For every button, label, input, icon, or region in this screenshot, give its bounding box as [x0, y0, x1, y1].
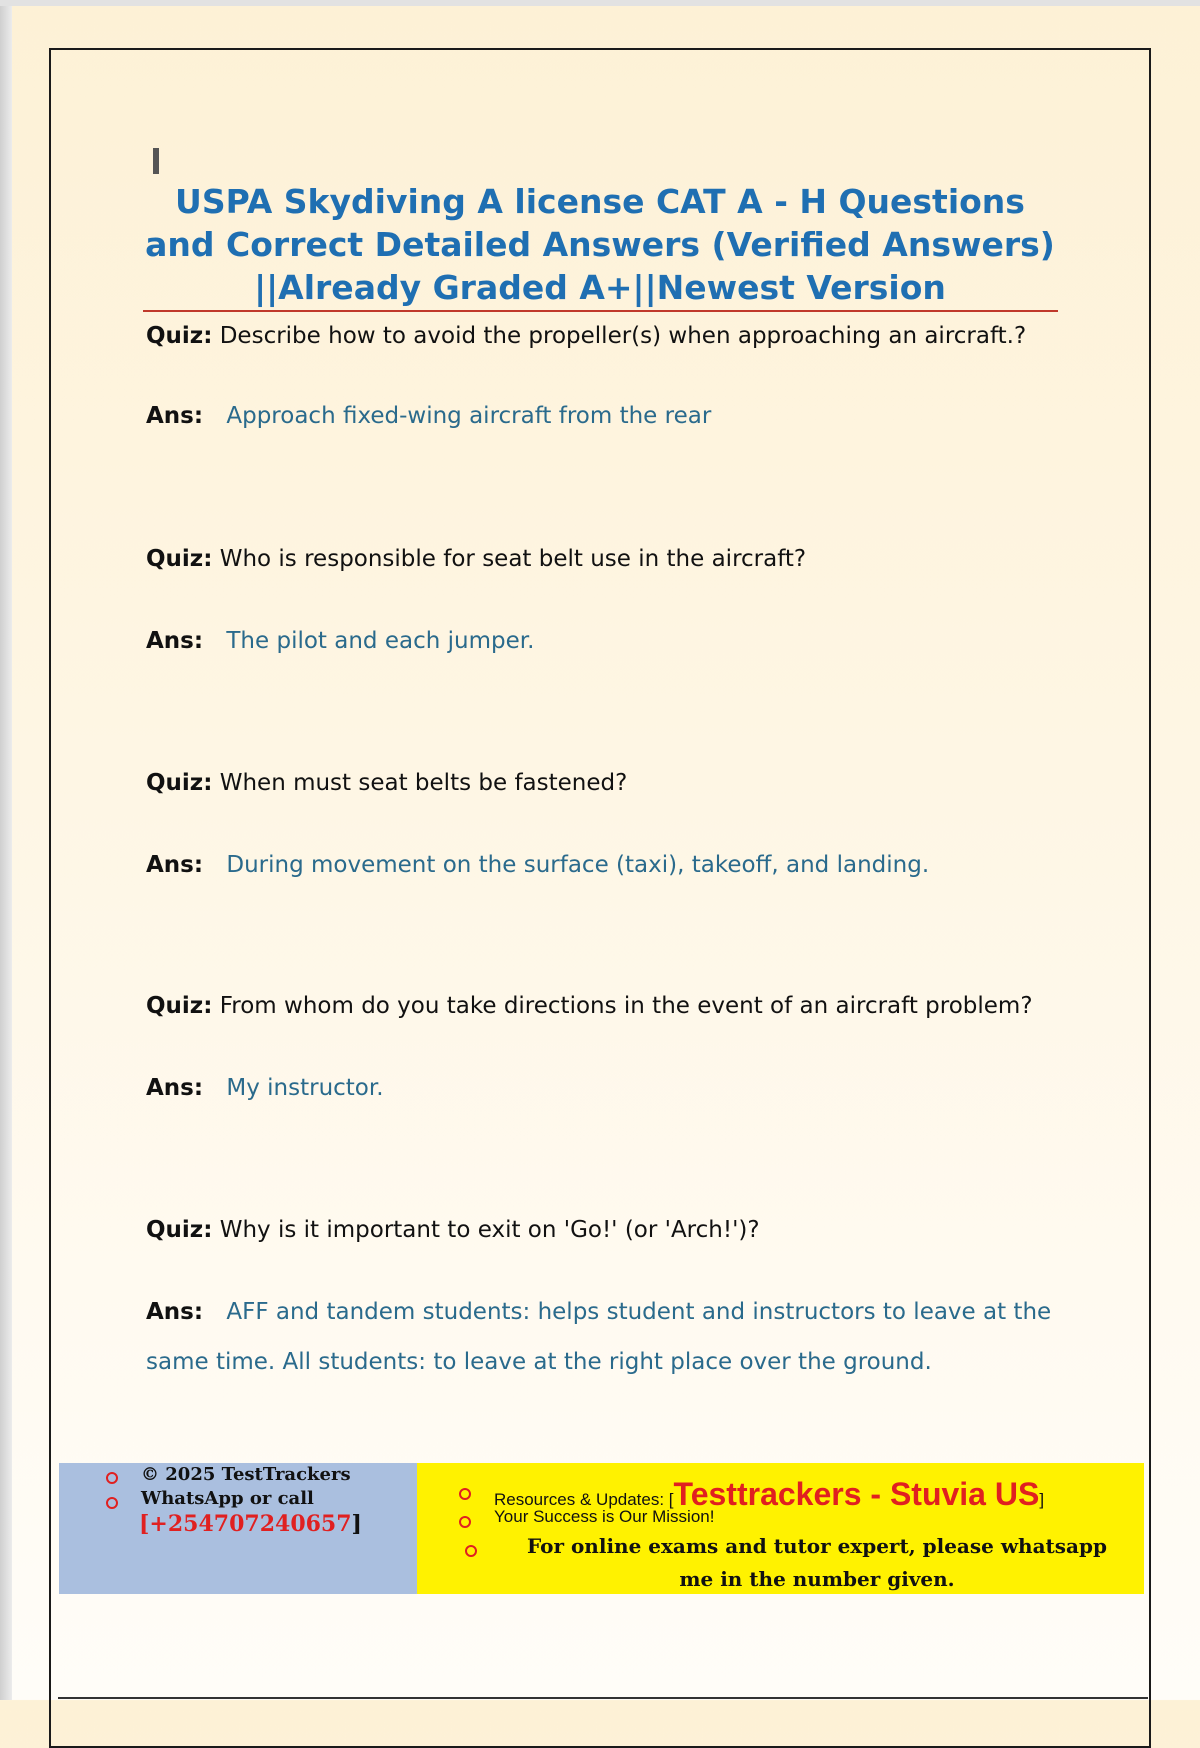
- answer-4: [146, 1063, 1076, 1113]
- question-3: [146, 758, 1076, 808]
- phone-close-bracket: ]: [351, 1511, 362, 1537]
- question-label: Quiz:: [146, 546, 213, 572]
- answer-text: During movement on the surface (taxi), takeoff, and landing.: [226, 852, 930, 878]
- question-2: [146, 534, 1076, 584]
- question-text: Who is responsible for seat belt use in the aircraft?: [219, 546, 807, 572]
- answer-label: Ans:: [146, 628, 204, 654]
- mission-text: Your Success is Our Mission!: [494, 1507, 715, 1526]
- answer-text-line-2: same time. All students: to leave at the right place over the ground.: [146, 1349, 932, 1375]
- question-1: [146, 311, 1076, 361]
- answer-5-continued: [146, 1337, 1076, 1387]
- page-bottom-edge: [58, 1697, 1148, 1699]
- answer-label: Ans:: [146, 1075, 204, 1101]
- viewer-left-edge: [0, 0, 12, 1700]
- question-label: Quiz:: [146, 993, 213, 1019]
- footer-resources-panel: [417, 1463, 1144, 1594]
- bullet-icon: [459, 1488, 471, 1500]
- whatsapp-label: WhatsApp or call: [141, 1488, 314, 1509]
- phone-open-bracket: [: [139, 1511, 150, 1537]
- answer-5: [146, 1287, 1076, 1337]
- bullet-icon: [459, 1516, 471, 1528]
- question-text: Describe how to avoid the propeller(s) when approaching an aircraft.?: [219, 323, 1027, 349]
- question-label: Quiz:: [146, 1217, 213, 1243]
- answer-text-line-1: AFF and tandem students: helps student and instructors to leave at the: [226, 1299, 1052, 1325]
- phone-number[interactable]: [139, 1511, 362, 1537]
- footer-contact-panel: [59, 1463, 417, 1594]
- text-cursor: [153, 148, 159, 174]
- resources-close-bracket: ]: [1039, 1490, 1045, 1509]
- question-text: From whom do you take directions in the event of an aircraft problem?: [219, 993, 1033, 1019]
- answer-3: [146, 840, 1076, 890]
- bullet-icon: [106, 1472, 118, 1484]
- bullet-icon: [106, 1497, 118, 1509]
- question-5: [146, 1205, 1076, 1255]
- answer-label: Ans:: [146, 1299, 204, 1325]
- promo-text: [497, 1530, 1137, 1596]
- answer-1: [146, 391, 1076, 441]
- promo-line-1: For online exams and tutor expert, please whatsapp: [527, 1534, 1107, 1558]
- phone-digits: +254707240657: [149, 1511, 352, 1537]
- copyright-text: © 2025 TestTrackers: [141, 1464, 351, 1485]
- question-text: Why is it important to exit on 'Go!' (or 'Arch!')?: [219, 1217, 760, 1243]
- question-label: Quiz:: [146, 323, 213, 349]
- answer-label: Ans:: [146, 852, 204, 878]
- question-text: When must seat belts be fastened?: [219, 770, 628, 796]
- viewer-top-edge: [0, 0, 1200, 6]
- brand-link[interactable]: Testtrackers - Stuvia US: [673, 1476, 1040, 1512]
- promo-line-2: me in the number given.: [679, 1567, 955, 1591]
- resources-label: Resources & Updates: [: [494, 1490, 674, 1509]
- answer-text: My instructor.: [226, 1075, 384, 1101]
- answer-text: Approach fixed-wing aircraft from the rear: [226, 403, 712, 429]
- question-label: Quiz:: [146, 770, 213, 796]
- question-4: [146, 981, 1076, 1031]
- document-title: USPA Skydiving A license CAT A - H Questions and Correct Detailed Answers (Verified Answers) ||Already Graded A+||Newest Version: [145, 182, 1055, 307]
- answer-text: The pilot and each jumper.: [226, 628, 535, 654]
- answer-label: Ans:: [146, 403, 204, 429]
- footer-banner: [59, 1463, 1144, 1594]
- bullet-icon: [465, 1545, 477, 1557]
- answer-2: [146, 616, 1076, 666]
